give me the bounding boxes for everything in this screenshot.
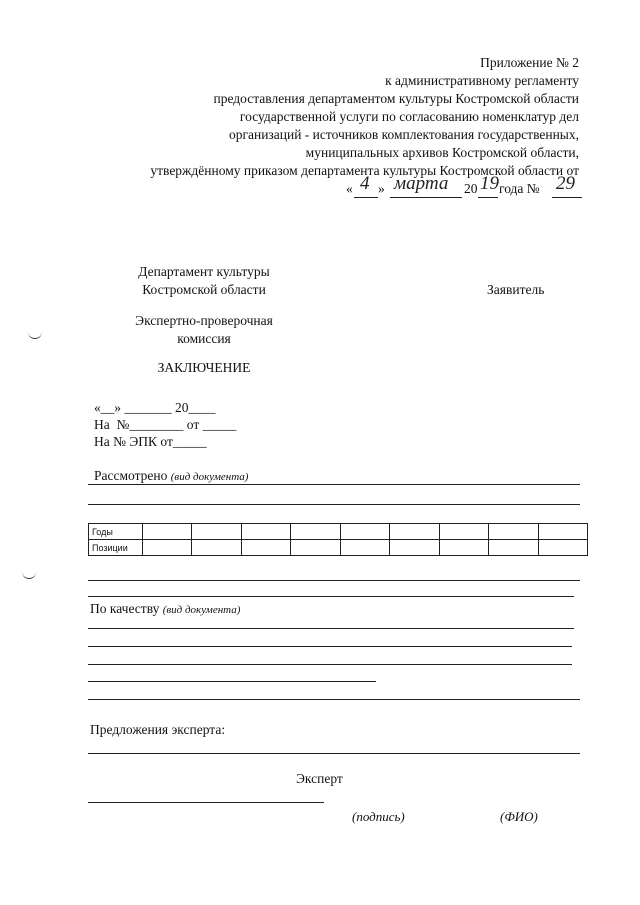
proposals-fill-line xyxy=(88,753,580,754)
years-label: Годы xyxy=(89,524,143,540)
expert-proposals-label: Предложения эксперта: xyxy=(90,722,226,737)
header-line: государственной услуги по согласованию номенклатур дел xyxy=(239,109,579,124)
signature-hint: (подпись) xyxy=(352,809,405,824)
table-cell xyxy=(538,540,588,556)
date-year-underline xyxy=(478,197,498,198)
table-row xyxy=(89,540,588,556)
table-fill-line xyxy=(88,580,580,581)
applicant-label: Заявитель xyxy=(487,282,545,297)
quality-fill-line xyxy=(88,699,580,700)
reference-number-field: На №________ от _____ xyxy=(94,417,237,432)
binding-mark xyxy=(28,330,42,339)
date-month-handwritten: марта xyxy=(394,173,449,194)
signature-line xyxy=(88,802,324,803)
table-cell xyxy=(291,524,340,540)
order-number-handwritten: 29 xyxy=(556,173,575,194)
table-cell xyxy=(340,540,389,556)
binding-mark xyxy=(22,570,36,579)
quality-fill-line xyxy=(88,628,574,629)
date-day-underline xyxy=(354,197,378,198)
table-cell xyxy=(241,524,290,540)
positions-label: Позиции xyxy=(89,540,143,556)
commission-line2: комиссия xyxy=(177,331,231,346)
header-line: утверждённому приказом департамента культуры Костромской области от xyxy=(150,163,579,178)
header-line: к административному регламенту xyxy=(385,73,579,88)
header-line: муниципальных архивов Костромской области, xyxy=(305,145,579,160)
table-cell xyxy=(143,540,192,556)
date-day-handwritten: 4 xyxy=(360,173,370,194)
table-cell xyxy=(489,540,538,556)
quality-fill-line xyxy=(88,646,572,647)
table-fill-line xyxy=(88,596,574,597)
table-row xyxy=(89,524,588,540)
date-close-quote: » xyxy=(378,181,385,196)
date-open-quote: « xyxy=(346,181,353,196)
annex-number: Приложение № 2 xyxy=(480,55,579,70)
quality-fill-line xyxy=(88,664,572,665)
table-cell xyxy=(439,524,488,540)
epk-number-field: На № ЭПК от_____ xyxy=(94,434,207,449)
document-title: ЗАКЛЮЧЕНИЕ xyxy=(157,360,251,375)
quality-label: По качеству xyxy=(90,601,160,616)
table-cell xyxy=(241,540,290,556)
quality-row xyxy=(90,600,240,619)
date-month-underline xyxy=(390,197,462,198)
table-cell xyxy=(538,524,588,540)
org-name-line2: Костромской области xyxy=(142,282,266,297)
table-cell xyxy=(340,524,389,540)
table-cell xyxy=(390,540,439,556)
reviewed-label: Рассмотрено xyxy=(94,468,168,483)
reviewed-fill-line xyxy=(88,504,580,505)
expert-label: Эксперт xyxy=(296,771,343,786)
conclusion-date-field: «__» _______ 20____ xyxy=(94,400,216,415)
order-number-underline xyxy=(552,197,582,198)
table-cell xyxy=(192,524,241,540)
reviewed-hint: (вид документа) xyxy=(170,471,249,483)
table-cell xyxy=(390,524,439,540)
date-year-prefix: 20 xyxy=(464,181,478,196)
table-cell xyxy=(192,540,241,556)
order-date-line xyxy=(346,174,586,200)
reviewed-fill-line xyxy=(88,484,580,485)
table-cell xyxy=(489,524,538,540)
quality-hint: (вид документа) xyxy=(162,604,241,616)
table-cell xyxy=(291,540,340,556)
years-positions-table xyxy=(88,523,588,556)
date-year-handwritten: 19 xyxy=(480,173,499,194)
table-cell xyxy=(143,524,192,540)
quality-fill-line xyxy=(88,681,376,682)
header-line: организаций - источников комплектования государственных, xyxy=(228,127,579,142)
date-year-suffix: года № xyxy=(499,181,540,196)
header-line: предоставления департаментом культуры Костромской области xyxy=(213,91,579,106)
commission-line1: Экспертно-проверочная xyxy=(135,313,273,328)
full-name-hint: (ФИО) xyxy=(500,809,538,824)
org-name-line1: Департамент культуры xyxy=(138,264,270,279)
table-cell xyxy=(439,540,488,556)
